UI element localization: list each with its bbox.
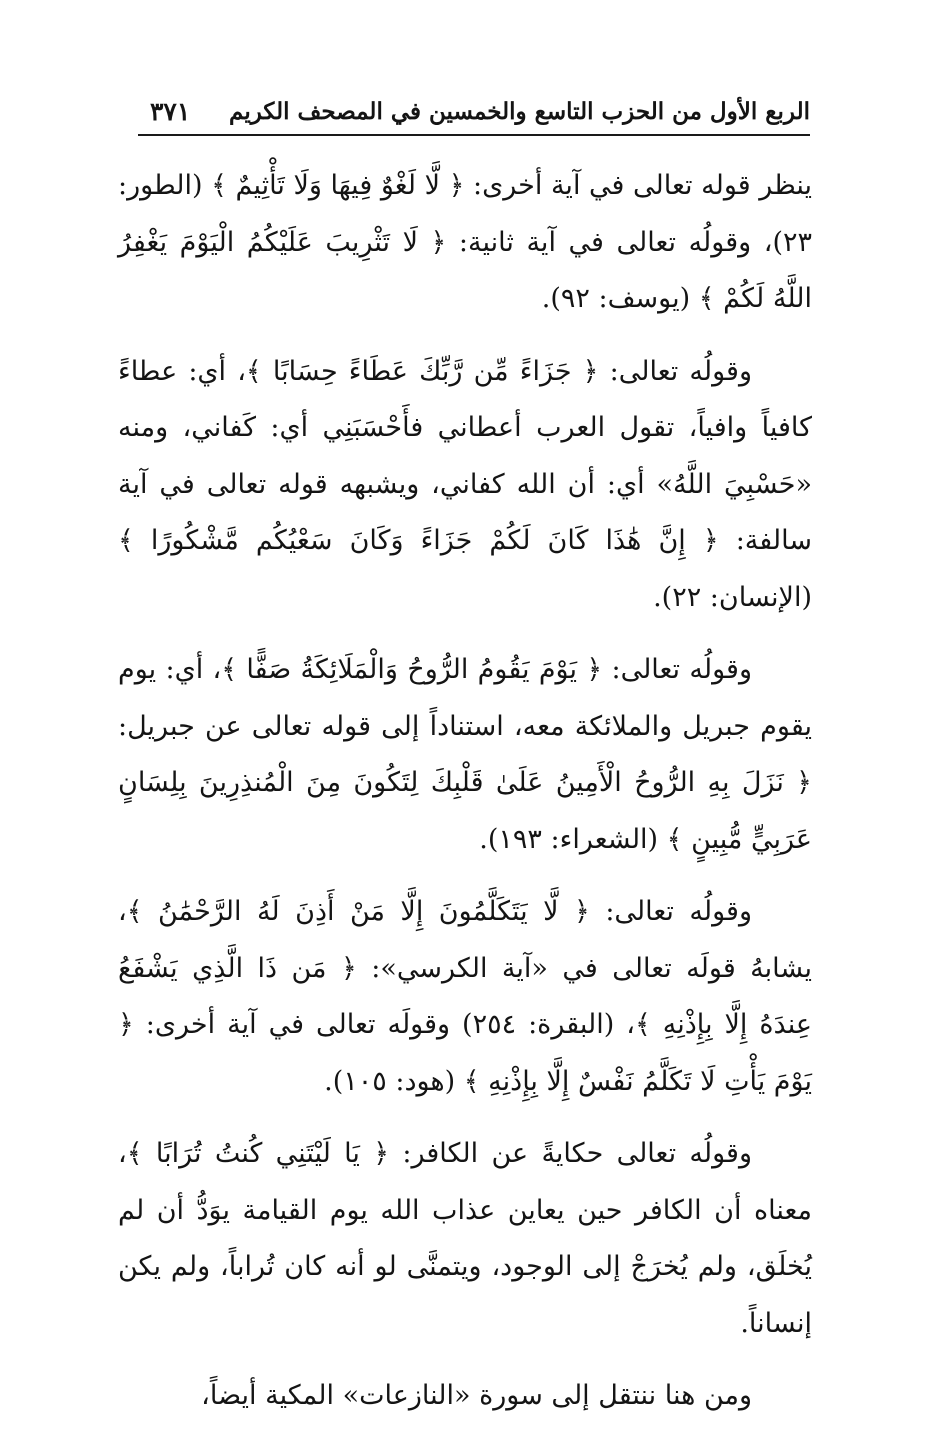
- paragraph: ومن هنا ننتقل إلى سورة «النازعات» المكية أيضاً،: [201, 1380, 752, 1411]
- paragraph: وقولُه تعالى حكايةً عن الكافر: ﴿ يَا لَيْتَنِي كُنتُ تُرَابًا ﴾، معناه أن الكافر حين يعاين عذاب الله يوم القيامة يوَدُّ أن لم يُخلَق، ولم يُخرَجْ إلى الوجود، ويتمنَّى لو أنه كان تُراباً، ولم يكن إنساناً.: [118, 1138, 812, 1339]
- page-body: [118, 158, 812, 1441]
- paragraph: وقولُه تعالى: ﴿ جَزَاءً مِّن رَّبِّكَ عَطَاءً حِسَابًا ﴾، أي: عطاءً كافياً وافياً، تقول العرب أعطاني فأَحْسَبَنِي أي: كَفاني، ومنه «حَسْبِيَ اللَّهُ» أي: أن الله كفاني، ويشبهه قوله تعالى في آية سالفة: ﴿ إِنَّ هَٰذَا كَانَ لَكُمْ جَزَاءً وَكَانَ سَعْيُكُم مَّشْكُورًا ﴾ (الإنسان: ٢٢).: [118, 355, 812, 613]
- page-number: ٣٧١: [150, 96, 191, 126]
- paragraph: ينظر قوله تعالى في آية أخرى: ﴿ لَّا لَغْوٌ فِيهَا وَلَا تَأْثِيمٌ ﴾ (الطور: ٢٣)، وقولُه تعالى في آية ثانية: ﴿ لَا تَثْرِيبَ عَلَيْكُمُ الْيَوْمَ يَغْفِرُ اللَّهُ لَكُمْ ﴾ (يوسف: ٩٢).: [118, 170, 812, 314]
- header-divider: [138, 134, 810, 136]
- running-header: [138, 88, 810, 134]
- paragraph: وقولُه تعالى: ﴿ يَوْمَ يَقُومُ الرُّوحُ وَالْمَلَائِكَةُ صَفًّا ﴾، أي: يوم يقوم جبريل والملائكة معه، استناداً إلى قوله تعالى عن جبريل: ﴿ نَزَلَ بِهِ الرُّوحُ الْأَمِينُ عَلَىٰ قَلْبِكَ لِتَكُونَ مِنَ الْمُنذِرِينَ بِلِسَانٍ عَرَبِيٍّ مُّبِينٍ ﴾ (الشعراء: ١٩٣).: [118, 654, 812, 855]
- header-title: الربع الأول من الحزب التاسع والخمسين في المصحف الكريم: [229, 97, 810, 125]
- paragraph: وقولُه تعالى: ﴿ لَّا يَتَكَلَّمُونَ إِلَّا مَنْ أَذِنَ لَهُ الرَّحْمَٰنُ ﴾، يشابهُ قولَه تعالى في «آية الكرسي»: ﴿ مَن ذَا الَّذِي يَشْفَعُ عِندَهُ إِلَّا بِإِذْنِهِ ﴾، (البقرة: ٢٥٤) وقولَه تعالى في آية أخرى: ﴿ يَوْمَ يَأْتِ لَا تَكَلَّمُ نَفْسٌ إِلَّا بِإِذْنِهِ ﴾ (هود: ١٠٥).: [118, 896, 812, 1097]
